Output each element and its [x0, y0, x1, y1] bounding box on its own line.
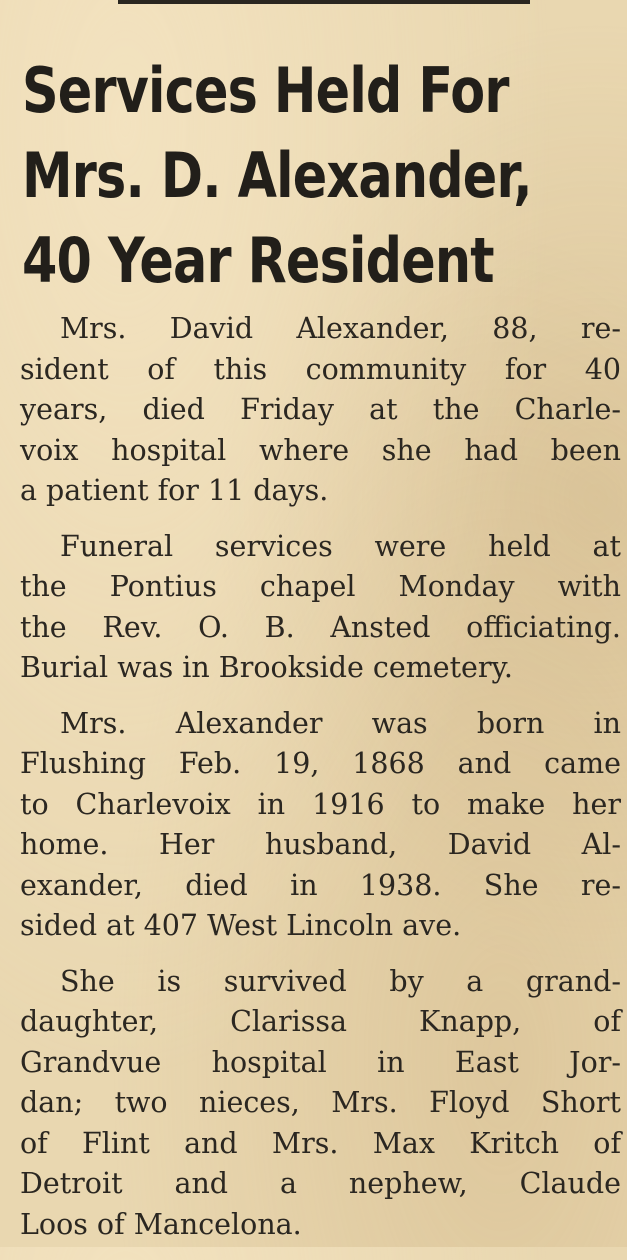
paragraph-funeral [20, 527, 621, 689]
text-line: Flushing Feb. 19, 1868 and came [20, 747, 621, 780]
text-line: Funeral services were held at [60, 529, 621, 563]
paragraph-death-notice [20, 309, 621, 512]
paragraph-survivors [20, 962, 621, 1246]
headline-line: Mrs. D. Alexander, [22, 139, 532, 212]
text-line: Mrs. Alexander was born in [60, 706, 621, 740]
text-line: She is survived by a grand- [60, 964, 621, 998]
text-line: sident of this community for 40 [20, 352, 621, 386]
headline [22, 48, 532, 303]
text-line: a patient for 11 days. [20, 474, 329, 507]
text-line: voix hospital where she had been [20, 433, 621, 467]
text-line: exander, died in 1938. She re- [20, 868, 621, 902]
paragraph-biography [20, 704, 621, 947]
text-line: Grandvue hospital in East Jor- [20, 1045, 621, 1079]
text-line: years, died Friday at the Charle- [20, 393, 621, 426]
text-line: the Pontius chapel Monday with [20, 570, 621, 603]
article-body [20, 309, 621, 1260]
text-line: dan; two nieces, Mrs. Floyd Short [20, 1086, 621, 1119]
text-line: Loos of Mancelona. [20, 1207, 302, 1241]
text-line: Mrs. David Alexander, 88, re- [60, 312, 621, 345]
text-line: Detroit and a nephew, Claude [20, 1167, 621, 1200]
text-line: home. Her husband, David Al- [20, 828, 621, 861]
text-line: to Charlevoix in 1916 to make her [20, 787, 621, 821]
text-line: the Rev. O. B. Ansted officiating. [20, 610, 621, 644]
text-line: daughter, Clarissa Knapp, of [20, 1005, 621, 1038]
headline-line: 40 Year Resident [22, 224, 494, 297]
text-line: of Flint and Mrs. Max Kritch of [20, 1126, 621, 1160]
text-line: Burial was in Brookside cemetery. [20, 651, 513, 684]
top-rule [118, 0, 530, 4]
headline-line: Services Held For [22, 54, 509, 127]
text-line: sided at 407 West Lincoln ave. [20, 909, 462, 942]
